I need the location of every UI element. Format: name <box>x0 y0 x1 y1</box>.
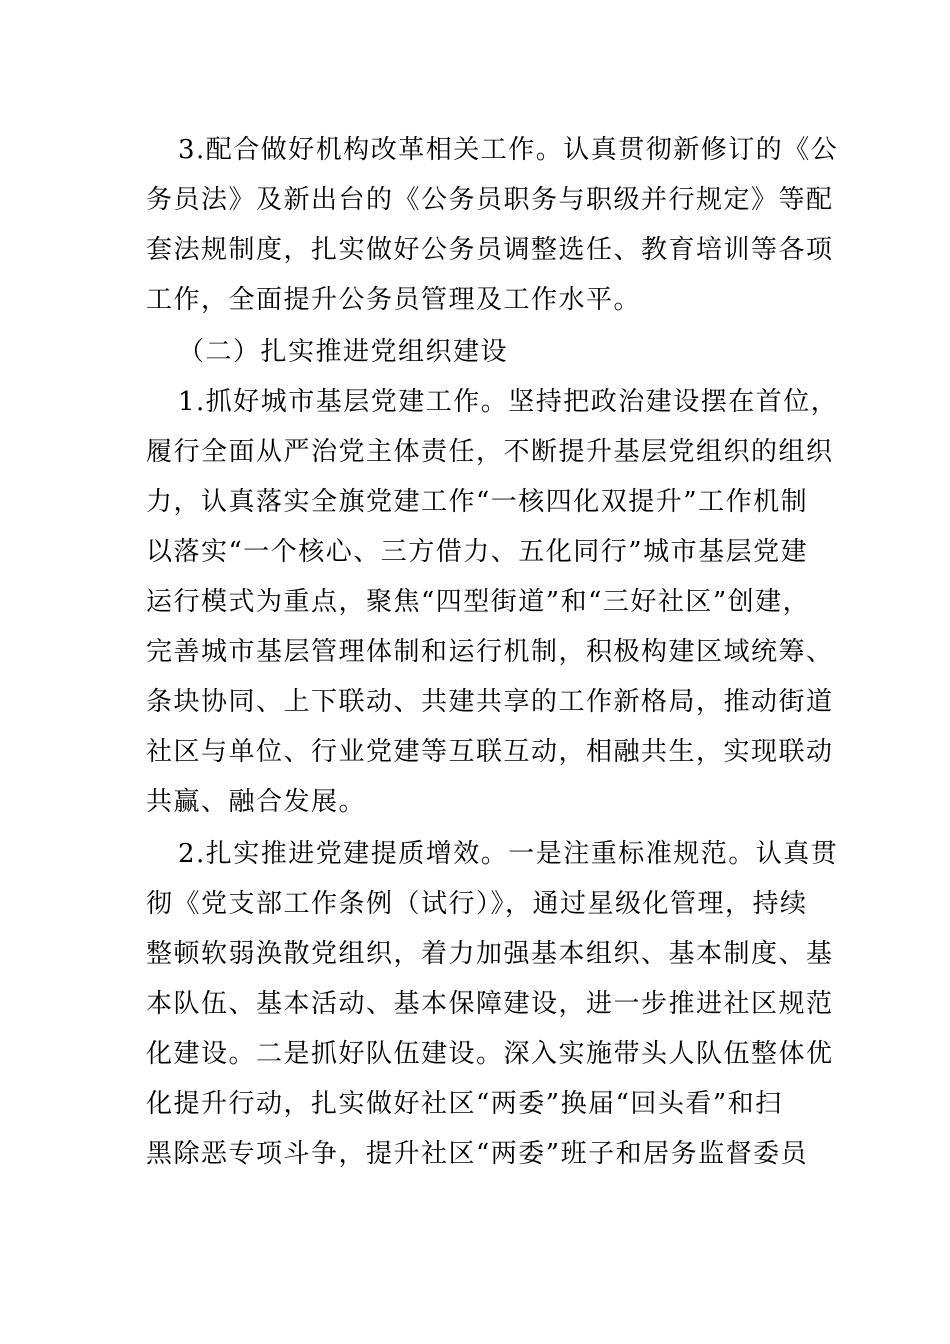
paragraph-line: 整顿软弱涣散党组织，着力加强基本组织、基本制度、基 <box>146 939 834 969</box>
paragraph-line: 社区与单位、行业党建等互联互动，相融共生，实现联动 <box>146 737 834 767</box>
paragraph-line: 运行模式为重点，聚焦“四型街道”和“三好社区”创建， <box>146 587 811 617</box>
paragraph-line: 1.抓好城市基层党建工作。坚持把政治建设摆在首位， <box>178 387 839 417</box>
paragraph-line: 力，认真落实全旗党建工作“一核四化双提升”工作机制 <box>146 487 809 517</box>
paragraph-line: 完善城市基层管理体制和运行机制，积极构建区域统筹、 <box>146 637 834 667</box>
paragraph-line: 条块协同、上下联动、共建共享的工作新格局，推动街道 <box>146 687 834 717</box>
paragraph-line: 化建设。二是抓好队伍建设。深入实施带头人队伍整体优 <box>146 1039 834 1069</box>
section-heading: （二）扎实推进党组织建设 <box>178 337 509 367</box>
paragraph-line: 以落实“一个核心、三方借力、五化同行”城市基层党建 <box>146 537 809 567</box>
paragraph-line: 务员法》及新出台的《公务员职务与职级并行规定》等配 <box>146 185 834 215</box>
paragraph-line: 套法规制度，扎实做好公务员调整选任、教育培训等各项 <box>146 235 834 265</box>
paragraph-line: 本队伍、基本活动、基本保障建设，进一步推进社区规范 <box>146 989 834 1019</box>
paragraph-line: 3.配合做好机构改革相关工作。认真贯彻新修订的《公 <box>178 135 839 165</box>
paragraph-line: 2.扎实推进党建提质增效。一是注重标准规范。认真贯 <box>178 839 839 869</box>
paragraph-line: 黑除恶专项斗争，提升社区“两委”班子和居务监督委员 <box>146 1139 809 1169</box>
paragraph-line: 共赢、融合发展。 <box>146 787 367 817</box>
paragraph-line: 履行全面从严治党主体责任，不断提升基层党组织的组织 <box>146 437 834 467</box>
paragraph-line: 工作，全面提升公务员管理及工作水平。 <box>146 285 642 315</box>
paragraph-line: 化提升行动，扎实做好社区“两委”换届“回头看”和扫 <box>146 1089 783 1119</box>
paragraph-line: 彻《党支部工作条例（试行）》，通过星级化管理，持续 <box>146 889 808 919</box>
